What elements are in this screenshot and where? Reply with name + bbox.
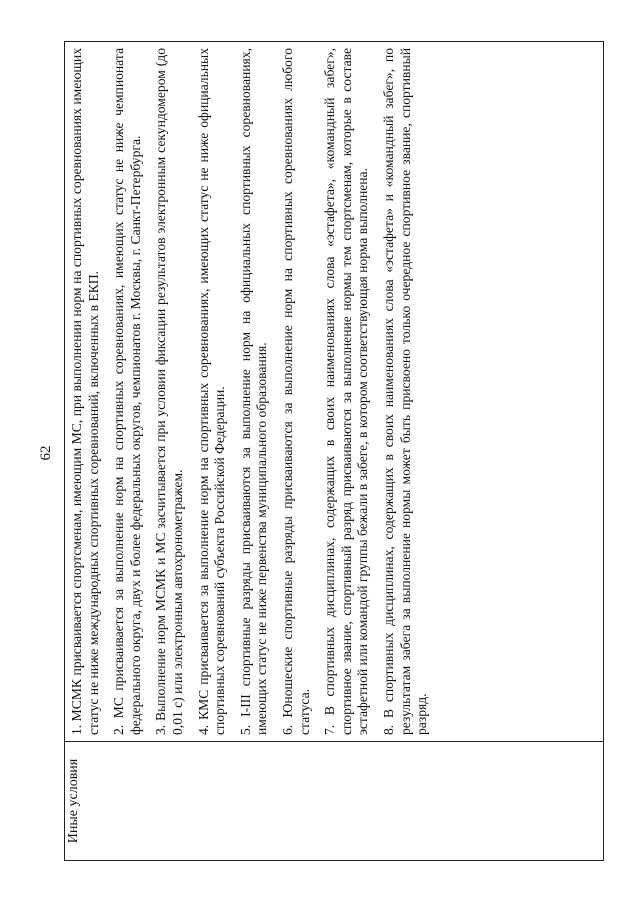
rotated-sheet: [30, 33, 610, 873]
condition-item-2: 2. МС присваивается за выполнение норм на спортивных соревнованиях, имеющих статус не ниже чемпионата федерального округа, двух и более федеральных округов, чемпионатов г. Москвы, г. Санкт-Петербурга.: [111, 47, 143, 735]
condition-item-7: 7. В спортивных дисциплинах, содержащих в своих наименованиях слова «эстафета», «командный забег», спортивное звание, спортивный разряд присваиваются за выполнение нормы тем спортсменам, которые в составе эстафетной или командой группы бежали в забеге, в котором соответствующая норма выполнена.: [322, 47, 371, 735]
condition-item-8: 8. В спортивных дисциплинах, содержащих в своих наименованиях слова «эстафета» и «командный забег», по результатам забега за выполнение нормы может быть присвоено только очередное спортивное звание, спортивный разряд.: [380, 47, 430, 735]
condition-item-1: 1. МСМК присваивается спортсменам, имеющим МС, при выполнении норм на спортивных соревнованиях имеющих статус не ниже международных спортивных соревнований, включенных в ЕКП.: [69, 47, 101, 735]
condition-item-3: 3. Выполнение норм МСМК и МС засчитывается при условии фиксации результатов электронным секундомером (до 0,01 с) или электронным автохронометражем.: [153, 47, 185, 735]
page-number: 62: [38, 445, 54, 460]
condition-item-4: 4. КМС присваивается за выполнение норм на спортивных соревнованиях, имеющих статус не ниже официальных спортивных соревнований субъекта Российской Федерации.: [195, 47, 228, 735]
conditions-table: [64, 41, 604, 861]
condition-item-5: 5. I-III спортивные разряды присваиваются за выполнение норм на официальных спортивных соревнованиях, имеющих статус не ниже первенства муниципального образования.: [237, 47, 270, 735]
conditions-cell: [65, 41, 604, 741]
row-label: Иные условия: [65, 741, 604, 860]
condition-item-6: 6. Юношеские спортивные разряды присваиваются за выполнение норм на спортивных соревнованиях любого статуса.: [279, 47, 312, 735]
table-row: [65, 41, 604, 860]
